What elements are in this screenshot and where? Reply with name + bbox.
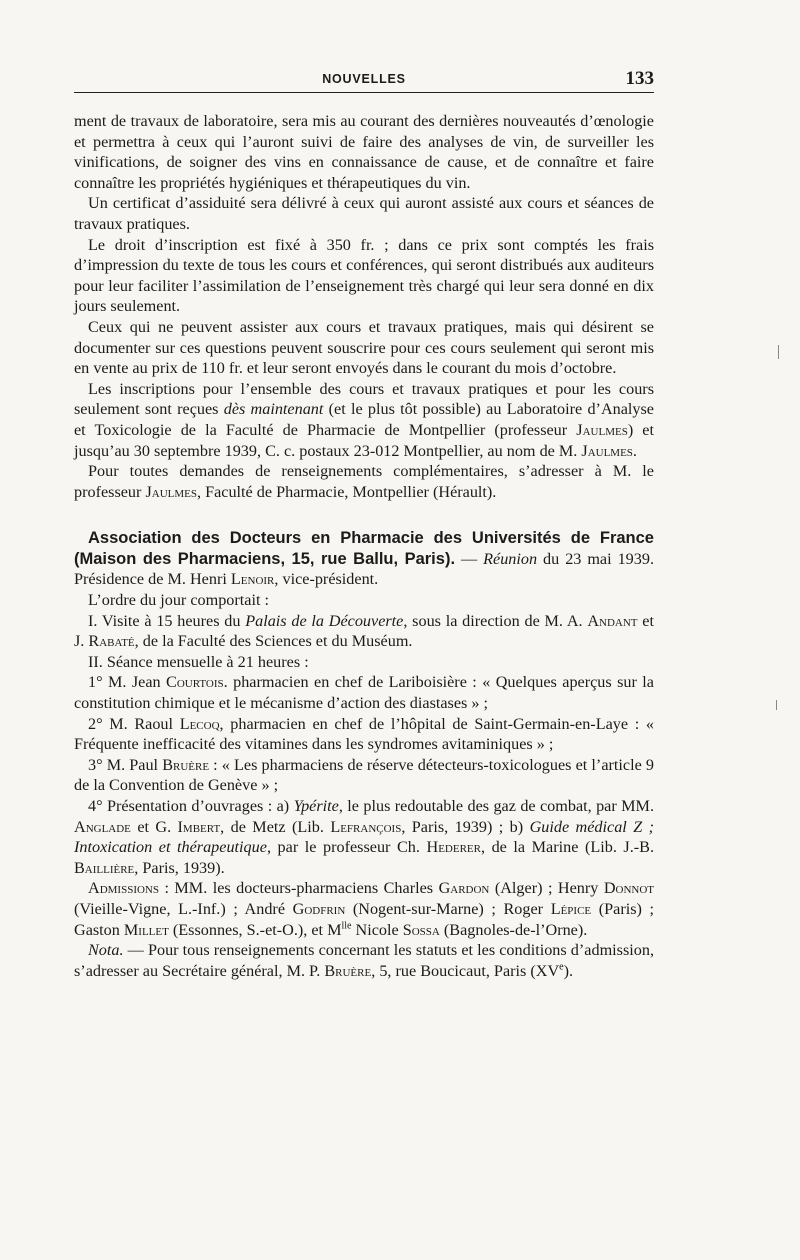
paragraph: Un certificat d’assiduité sera délivré à ceux qui auront assisté aux cours et séances de travaux pratiques. (74, 194, 654, 233)
person-name: Jaulmes (576, 420, 628, 439)
scan-mark (776, 700, 777, 710)
person-name: Jaulmes (581, 441, 633, 460)
page-number: 133 (625, 68, 654, 89)
person-name: Lenoir (230, 570, 275, 589)
agenda-subitem: 2° M. Raoul Lecoq, pharmacien en chef de l’hôpital de Saint-Germain-en-Laye : « Fréquente inefficacité des vitamines dans les syndromes avitaminiques » ; (74, 714, 654, 754)
agenda-subitem: 1° M. Jean Courtois. pharmacien en chef de Lariboisière : « Quelques aperçus sur la constitution chimique et le mécanisme d’action des diastases » ; (74, 673, 654, 713)
agenda-item: II. Séance mensuelle à 21 heures : (88, 652, 309, 671)
association-heading: Association des Docteurs en Pharmacie des Universités de France (Maison des Pharmaciens, 15, rue Ballu, Paris). — Réunion du 23 mai 1939. Présidence de M. Henri Lenoir, vice-président. (74, 529, 654, 589)
agenda-item: I. Visite à 15 heures du Palais de la Découverte, sous la direction de M. A. Andant et J. Rabaté, de la Faculté des Sciences et du Muséum. (74, 611, 654, 651)
scan-mark (778, 345, 779, 359)
paragraph: Ceux qui ne peuvent assister aux cours et travaux pratiques, mais qui désirent se documenter sur ces questions peuvent souscrire pour ces cours seulement qui seront mis en vente au prix de 110 fr. et leur seront envoyés dans le courant du mois d’octobre. (74, 317, 654, 378)
agenda-subitem: 3° M. Paul Bruère : « Les pharmaciens de réserve détecteurs-toxicologues et l’article 9 de la Convention de Genève » ; (74, 755, 654, 795)
running-header (74, 62, 654, 93)
person-name: Jaulmes (145, 482, 197, 501)
paragraph: ment de travaux de laboratoire, sera mis au courant des dernières nouveautés d’œnologie et permettra à ceux qui l’auront suivi de faire des analyses de vin, de surveiller les vinifications, de soigner des vins en connaissance de cause, et de connaître et faire connaître les propriétés hygiéniques et thérapeutiques du vin. (74, 112, 654, 192)
paragraph: L’ordre du jour comportait : (88, 591, 270, 610)
agenda-subitem: 4° Présentation d’ouvrages : a) Ypérite, le plus redoutable des gaz de combat, par MM. Anglade et G. Imbert, de Metz (Lib. Lefrançois, Paris, 1939) ; b) Guide médical Z ; Intoxication et thérapeutique, par le professeur Ch. Hederer, de la Marine (Lib. J.-B. Baillière, Paris, 1939). (74, 797, 655, 877)
header-title: NOUVELLES (322, 72, 406, 86)
paragraph: Les inscriptions pour l’ensemble des cours et travaux pratiques et pour les cours seulement sont reçues dès maintenant (et le plus tôt possible) au Laboratoire d’Analyse et Toxicologie de la Faculté de Pharmacie de Montpellier (professeur Jaulmes) et jusqu’au 30 septembre 1939, C. c. postaux 23-012 Montpellier, au nom de M. Jaulmes. (74, 379, 654, 460)
admissions-paragraph: Admissions : MM. les docteurs-pharmaciens Charles Gardon (Alger) ; Henry Donnot (Vieille-Vigne, L.-Inf.) ; André Godfrin (Nogent-sur-Marne) ; Roger Lépice (Paris) ; Gaston Millet (Essonnes, S.-et-O.), et $M^{lle}$ Nicole Sossa (Bagnoles-de-l’Orne). (74, 879, 655, 939)
paragraph: Pour toutes demandes de renseignements complémentaires, s’adresser à M. le professeur Jaulmes, Faculté de Pharmacie, Montpellier (Hérault). (74, 462, 654, 501)
page (74, 62, 654, 981)
paragraph: Le droit d’inscription est fixé à 350 fr. ; dans ce prix sont comptés les frais d’impression du texte de tous les cours et conférences, qui seront distribués aux auditeurs pour leur faciliter l’assimilation de l’enseignement très chargé qui leur sera donné en dix jours seulement. (74, 235, 654, 316)
nota-paragraph: Nota. — Pour tous renseignements concernant les statuts et les conditions d’admission, s’adresser au Secrétaire général, M. P. Bruère, 5, rue Boucicaut, Paris (XVe). (74, 941, 654, 980)
